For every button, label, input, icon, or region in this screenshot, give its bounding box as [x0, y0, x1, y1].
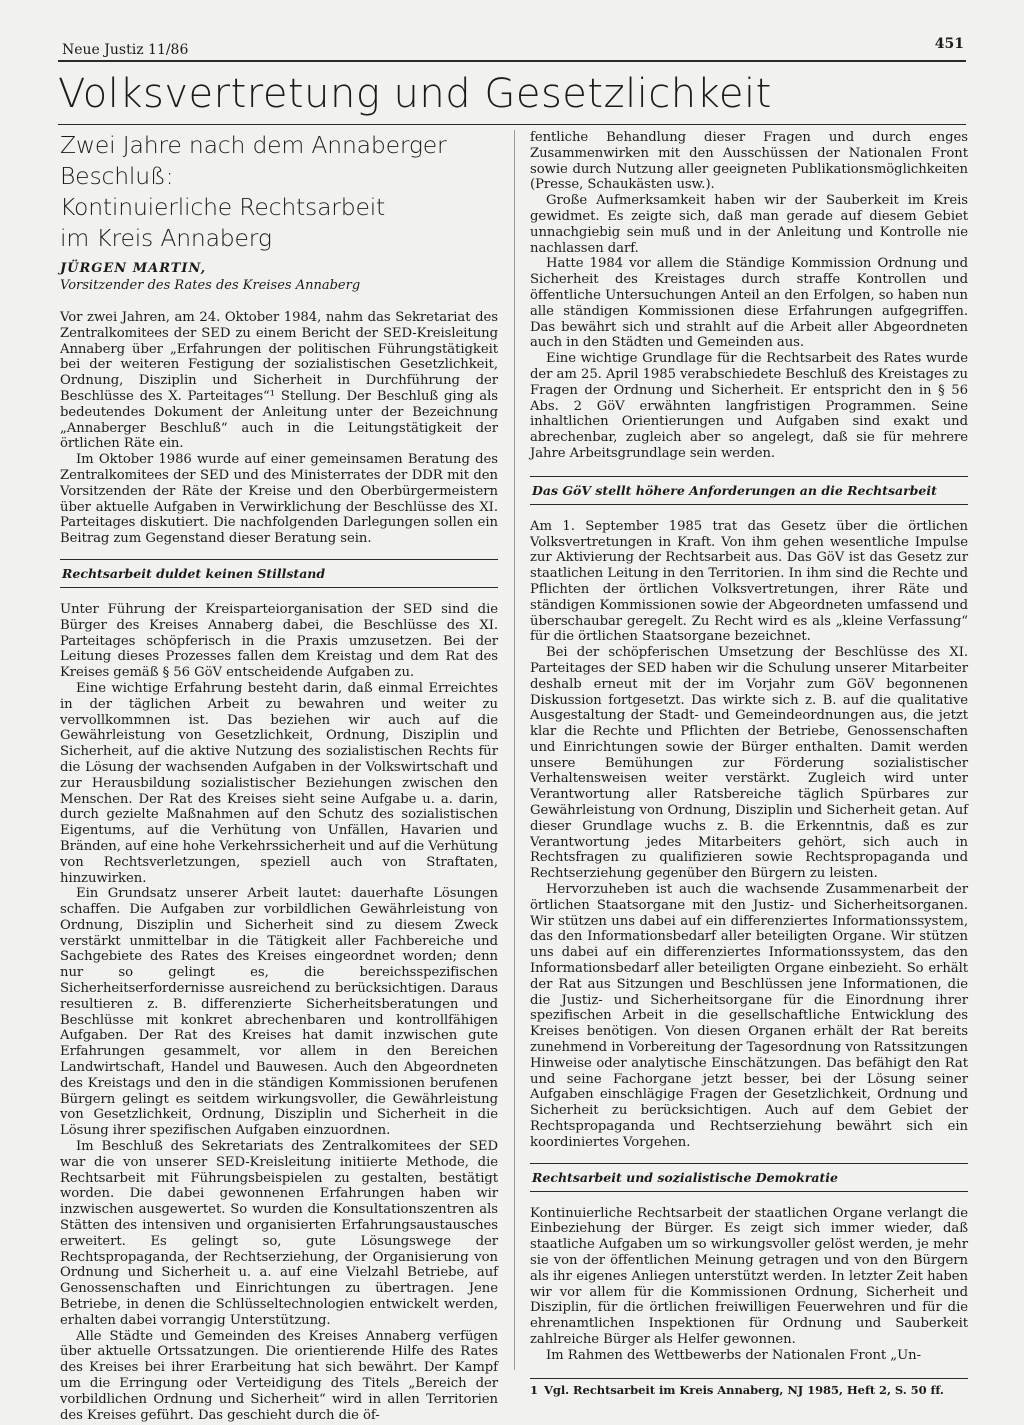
right-column: [530, 130, 968, 1397]
paragraph: Alle Städte und Gemeinden des Kreises Annaberg verfügen über aktuelle Ortssatzungen. Die orientierende Hilfe des Rates des Kreises bei ihrer Erarbeitung hat sich bewährt. Der Kampf um die Erringung oder Verteidigung des Titels „Bereich der vorbildlichen Ordnung und Sicherheit“ wird in allen Territorien des Kreises geführt. Das geschieht durch die öf-: [60, 1328, 498, 1423]
journal-issue: Neue Justiz 11/86: [62, 42, 189, 58]
paragraph: Eine wichtige Erfahrung besteht darin, daß einmal Erreichtes in der täglichen Arbeit zu bewahren und weiter zu vervollkommnen ist. Das beziehen wir auch auf die Gewährleistung von Gesetzlichkeit, Ordnung, Disziplin und Sicherheit, auf die aktive Nutzung des sozialistischen Rechts für die Lösung der wachsenden Aufgaben in der Volkswirtschaft und zur Herausbildung sozialistischer Beziehungen zwischen den Menschen. Der Rat des Kreises sieht seine Aufgabe u. a. darin, durch gezielte Maßnahmen auf den Schutz des sozialistischen Eigentums, auf die Verhütung von Unfällen, Havarien und Bränden, auf eine hohe Verkehrssicherheit und auf die Verhütung von Rechtsverletzungen, speziell auch von Straftaten, hinzuwirken.: [60, 680, 498, 886]
footnote-text: Vgl. Rechtsarbeit im Kreis Annaberg, NJ 1985, Heft 2, S. 50 ff.: [543, 1382, 944, 1397]
footnote: [530, 1383, 968, 1397]
article-headline: [60, 130, 498, 254]
subheading: Rechtsarbeit duldet keinen Stillstand: [60, 559, 498, 588]
footnote-rule: [530, 1378, 968, 1379]
section-title: Volksvertretung und Gesetzlichkeit: [58, 71, 772, 117]
paragraph: fentliche Behandlung dieser Fragen und durch enges Zusammenwirken mit den Ausschüssen der Nationalen Front sowie durch Nutzung aller geeigneten Publikationsmöglichkeiten (Presse, Schaukästen usw.).: [530, 130, 968, 193]
paragraph: Am 1. September 1985 trat das Gesetz über die örtlichen Volksvertretungen in Kraft. Von ihm gehen wesentliche Impulse zur Aktivierung der Rechtsarbeit aus. Das GöV ist das Gesetz zur staatlichen Leitung in den Territorien. In ihm sind die Rechte und Pflichten der örtlichen Volksvertretungen, ihrer Räte und ständigen Kommissionen sowie der Abgeordneten umfassend und überschaubar geregelt. Zu Recht wird es als „kleine Verfassung“ für die örtlichen Staatsorgane bezeichnet.: [530, 518, 968, 645]
running-head: [58, 36, 966, 62]
paragraph: Bei der schöpferischen Umsetzung der Beschlüsse des XI. Parteitages der SED haben wir die Schulung unserer Mitarbeiter deshalb erneut mit der im Vorjahr zum GöV begonnenen Diskussion fortgesetzt. Das wirkte sich z. B. auf die qualitative Ausgestaltung der Stadt- und Gemeindeordnungen aus, die jetzt klar die Rechte und Pflichten der Betriebe, Genossenschaften und Einrichtungen sowie der Bürger enthalten. Damit werden unsere Bemühungen zur Förderung sozialistischer Verhaltensweisen weiter verstärkt. Zugleich wird unter Verantwortung aller Ratsbereiche täglich Spürbares zur Gewährleistung von Ordnung, Disziplin und Sicherheit getan. Auf dieser Grundlage wuchs z. B. die Erkenntnis, daß es zur Verantwortung jedes Mitarbeiters gehört, sich auch in Rechtsfragen zu qualifizieren sowie Rechtspropaganda und Rechtserziehung gegenüber den Bürgern zu leisten.: [530, 645, 968, 882]
column-divider: [514, 130, 515, 1370]
paragraph: Im Oktober 1986 wurde auf einer gemeinsamen Beratung des Zentralkomitees der SED und des Ministerrates der DDR mit den Vorsitzenden der Räte der Kreise und den Oberbürgermeistern über aktuelle Aufgaben in Verwirklichung der Beschlüsse des XI. Parteitages diskutiert. Die nachfolgenden Darlegungen sollen ein Beitrag zum Gegenstand dieser Beratung sein.: [60, 452, 498, 547]
headline-line: Kontinuierliche Rechtsarbeit: [60, 193, 386, 221]
subheading: Rechtsarbeit und sozialistische Demokratie: [530, 1163, 968, 1192]
subheading: Das GöV stellt höhere Anforderungen an die Rechtsarbeit: [530, 476, 968, 505]
paragraph: Im Rahmen des Wettbewerbs der Nationalen Front „Un-: [546, 1347, 922, 1363]
paragraph: Im Beschluß des Sekretariats des Zentralkomitees der SED war die von unserer SED-Kreisleitung initiierte Methode, die Rechtsarbeit mit Führungsbeispielen zu gestalten, bestätigt worden. Die dabei gewonnenen Erfahrungen haben wir inzwischen ausgewertet. So wurden die Konsultationszentren als Stätten des intensiven und organisierten Erfahrungsaustausches erweitert. Es gelingt so, gute Lösungswege der Rechtspropaganda, der Rechtserziehung, der Organisierung von Ordnung und Sicherheit u. a. auf eine Vielzahl Betriebe, auf Genossenschaften und Einrichtungen zu übertragen. Jene Betriebe, in denen die Schlüsseltechnologien entwickelt werden, erhalten dabei vorrangig Unterstützung.: [60, 1139, 498, 1328]
section-rule: [58, 124, 966, 125]
paragraph: Ein Grundsatz unserer Arbeit lautet: dauerhafte Lösungen schaffen. Die Aufgaben zur vorbildlichen Gewährleistung von Ordnung, Disziplin und Sicherheit sind zu diesem Zweck verstärkt unmittelbar in die Tätigkeit aller Fachbereiche und Sachgebiete des Rates des Kreises eingeordnet worden; denn nur so gelingt es, die bereichsspezifischen Sicherheitserfordernisse ausreichend zu berücksichtigen. Daraus resultieren z. B. differenzierte Sicherheitsberatungen und Beschlüsse mit konkret abrechenbaren und kontrollfähigen Aufgaben. Der Rat des Kreises hat damit inzwischen gute Erfahrungen gesammelt, vor allem in den Bereichen Landwirtschaft, Handel und Bauwesen. Auch den Abgeordneten des Kreistags und den in die ständigen Kommissionen berufenen Bürgern gelingt es seitdem wirkungsvoller, die Gewährleistung von Gesetzlichkeit, Ordnung, Disziplin und Sicherheit in die Lösung ihrer spezifischen Aufgaben einzuordnen.: [60, 886, 498, 1139]
headline-line: im Kreis Annaberg: [60, 224, 272, 252]
left-column: [60, 130, 498, 1423]
paragraph: Unter Führung der Kreisparteiorganisation der SED sind die Bürger des Kreises Annaberg dabei, die Beschlüsse des XI. Parteitages schöpferisch in die Praxis umzusetzen. Bei der Leitung dieses Prozesses fallen dem Kreistag und dem Rat des Kreises gemäß § 56 GöV entscheidende Aufgaben zu.: [60, 601, 498, 681]
page-number: 451: [934, 36, 964, 52]
author-role: Vorsitzender des Rates des Kreises Annaberg: [60, 278, 361, 293]
paragraph: Hatte 1984 vor allem die Ständige Kommission Ordnung und Sicherheit des Kreistages durch straffe Kontrollen und öffentliche Untersuchungen Anteil an den Erfolgen, so haben nun alle ständigen Kommissionen diese Erfahrungen aufgegriffen. Das bewährt sich und strahlt auf die Arbeit aller Abgeordneten auch in den Städten und Gemeinden aus.: [530, 256, 968, 351]
paragraph: Kontinuierliche Rechtsarbeit der staatlichen Organe verlangt die Einbeziehung der Bürger. Es zeigt sich immer wieder, daß staatliche Aufgaben um so wirkungsvoller gelöst werden, je mehr sie von der öffentlichen Meinung getragen und von den Bürgern als ihr eigenes Anliegen unterstützt werden. In letzter Zeit haben wir vor allem für die Kommissionen Ordnung, Sicherheit und Disziplin, für die örtlichen freiwilligen Feuerwehren und für die ehrenamtlichen Inspektionen für Ordnung und Sauberkeit zahlreiche Bürger als Helfer gewonnen.: [530, 1205, 968, 1347]
author-name: JÜRGEN MARTIN,: [60, 261, 207, 276]
headline-line: Zwei Jahre nach dem Annaberger Beschluß:: [60, 131, 447, 190]
paragraph: Vor zwei Jahren, am 24. Oktober 1984, nahm das Sekretariat des Zentralkomitees der SED zu einem Bericht der SED-Kreisleitung Annaberg über „Erfahrungen der politischen Führungstätigkeit bei der weiteren Festigung der sozialistischen Gesetzlichkeit, Ordnung, Disziplin und Sicherheit in Durchführung der Beschlüsse des X. Parteitages“¹ Stellung. Der Beschluß ging als bedeutendes Dokument der Anleitung unter der Bezeichnung „Annaberger Beschluß“ auch in die Leitungstätigkeit der örtlichen Räte ein.: [60, 310, 498, 452]
paragraph: Eine wichtige Grundlage für die Rechtsarbeit des Rates wurde der am 25. April 1985 verabschiedete Beschluß des Kreistages zu Fragen der Ordnung und Sicherheit. Er entspricht den in § 56 Abs. 2 GöV erwähnten langfristigen Programmen. Seine inhaltlichen Orientierungen und Aufgaben sind exakt und abrechenbar, zugleich aber so angelegt, daß sie für mehrere Jahre Arbeitsgrundlage sein werden.: [530, 351, 968, 461]
paragraph: Große Aufmerksamkeit haben wir der Sauberkeit im Kreis gewidmet. Es zeigte sich, daß man gerade auf diesem Gebiet unnachgiebig sein muß und in der Anleitung und Kontrolle nie nachlassen darf.: [530, 193, 968, 256]
footnote-mark: 1: [530, 1382, 538, 1397]
paragraph: Hervorzuheben ist auch die wachsende Zusammenarbeit der örtlichen Staatsorgane mit den Justiz- und Sicherheitsorganen. Wir stützen uns dabei auf ein differenziertes Informationssystem, das den Informationsbedarf aller beteiligten Organe. Wir stützen uns dabei auf ein differenziertes Informationssystem, das den Informationsbedarf aller beteiligten Organe einbezieht. So erhält der Rat aus Sitzungen und Beschlüssen jene Informationen, die die Justiz- und Sicherheitsorgane für die Einordnung ihrer spezifischen Arbeit in die gesellschaftliche Entwicklung des Kreises benötigen. Von diesen Organen erhält der Rat bereits zunehmend in Vorbereitung der Tagesordnung von Ratssitzungen Hinweise oder analytische Einschätzungen. Das befähigt den Rat und seine Fachorgane jetzt besser, bei der Lösung seiner Aufgaben einschlägige Fragen der Gesetzlichkeit, Ordnung und Sicherheit zu berücksichtigen. Auch auf dem Gebiet der Rechtspropaganda und Rechtserziehung bewährt sich ein koordiniertes Vorgehen.: [530, 882, 968, 1150]
